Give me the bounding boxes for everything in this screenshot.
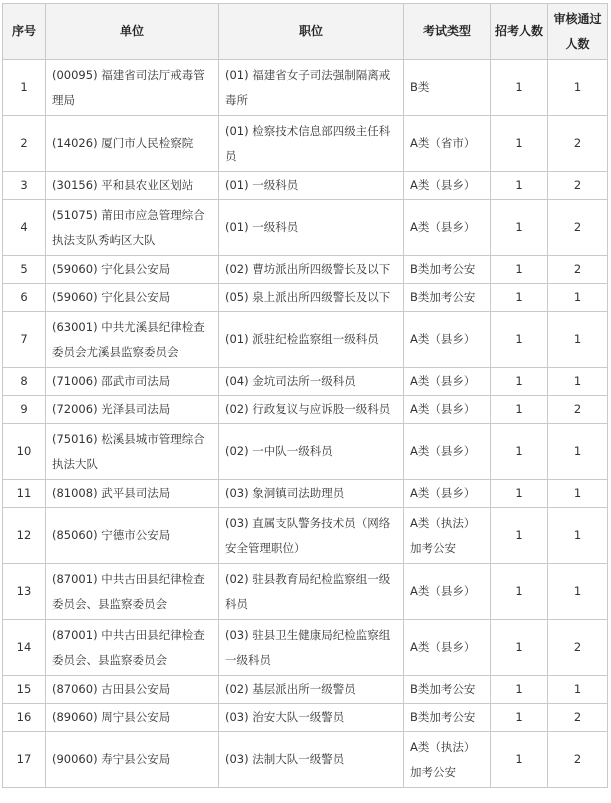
recruitment-table [2,3,608,788]
cell-unit: (81008) 武平县司法局 [46,480,219,508]
cell-exam-type: A类（县乡） [404,424,491,480]
cell-approved: 1 [548,676,608,704]
cell-unit: (87001) 中共古田县纪律检查委员会、县监察委员会 [46,620,219,676]
cell-exam-type: A类（县乡） [404,368,491,396]
cell-exam-type: A类（县乡） [404,396,491,424]
cell-recruit: 1 [491,620,548,676]
cell-approved: 2 [548,200,608,256]
cell-seq: 2 [3,116,46,172]
cell-approved: 1 [548,564,608,620]
cell-approved: 2 [548,172,608,200]
cell-exam-type: B类加考公安 [404,256,491,284]
cell-exam-type: B类 [404,60,491,116]
cell-recruit: 1 [491,60,548,116]
cell-seq: 1 [3,60,46,116]
cell-unit: (30156) 平和县农业区划站 [46,172,219,200]
cell-position: (03) 象洞镇司法助理员 [219,480,404,508]
cell-unit: (59060) 宁化县公安局 [46,256,219,284]
cell-unit: (75016) 松溪县城市管理综合执法大队 [46,424,219,480]
cell-unit: (87060) 古田县公安局 [46,676,219,704]
cell-seq: 17 [3,732,46,788]
cell-recruit: 1 [491,116,548,172]
cell-seq: 8 [3,368,46,396]
table-row [3,60,608,116]
cell-recruit: 1 [491,424,548,480]
cell-unit: (89060) 周宁县公安局 [46,704,219,732]
cell-unit: (51075) 莆田市应急管理综合执法支队秀屿区大队 [46,200,219,256]
table-row [3,200,608,256]
cell-approved: 1 [548,508,608,564]
cell-position: (02) 驻县教育局纪检监察组一级科员 [219,564,404,620]
cell-recruit: 1 [491,172,548,200]
cell-seq: 10 [3,424,46,480]
cell-position: (01) 派驻纪检监察组一级科员 [219,312,404,368]
cell-unit: (71006) 邵武市司法局 [46,368,219,396]
cell-approved: 1 [548,368,608,396]
cell-recruit: 1 [491,732,548,788]
cell-approved: 2 [548,704,608,732]
cell-exam-type: B类加考公安 [404,676,491,704]
cell-unit: (14026) 厦门市人民检察院 [46,116,219,172]
cell-recruit: 1 [491,256,548,284]
cell-approved: 1 [548,312,608,368]
cell-recruit: 1 [491,368,548,396]
header-position: 职位 [219,4,404,60]
cell-position: (01) 一级科员 [219,172,404,200]
cell-position: (03) 驻县卫生健康局纪检监察组一级科员 [219,620,404,676]
cell-position: (02) 一中队一级科员 [219,424,404,480]
header-seq: 序号 [3,4,46,60]
cell-approved: 2 [548,732,608,788]
header-recruit: 招考人数 [491,4,548,60]
cell-unit: (85060) 宁德市公安局 [46,508,219,564]
cell-exam-type: A类（县乡） [404,200,491,256]
cell-seq: 11 [3,480,46,508]
cell-approved: 2 [548,256,608,284]
table-row [3,620,608,676]
cell-exam-type: A类（县乡） [404,564,491,620]
cell-approved: 1 [548,284,608,312]
cell-exam-type: A类（县乡） [404,480,491,508]
cell-recruit: 1 [491,200,548,256]
cell-exam-type: B类加考公安 [404,284,491,312]
table-row [3,480,608,508]
cell-unit: (90060) 寿宁县公安局 [46,732,219,788]
cell-approved: 2 [548,116,608,172]
cell-approved: 1 [548,480,608,508]
cell-recruit: 1 [491,508,548,564]
cell-seq: 7 [3,312,46,368]
cell-unit: (63001) 中共尤溪县纪律检查委员会尤溪县监察委员会 [46,312,219,368]
cell-position: (02) 行政复议与应诉股一级科员 [219,396,404,424]
cell-position: (03) 直属支队警务技术员（网络安全管理职位） [219,508,404,564]
cell-recruit: 1 [491,704,548,732]
cell-position: (01) 检察技术信息部四级主任科员 [219,116,404,172]
cell-seq: 12 [3,508,46,564]
cell-exam-type: A类（县乡） [404,172,491,200]
cell-unit: (87001) 中共古田县纪律检查委员会、县监察委员会 [46,564,219,620]
cell-seq: 15 [3,676,46,704]
table-row [3,732,608,788]
table-row [3,312,608,368]
cell-approved: 1 [548,424,608,480]
cell-position: (05) 泉上派出所四级警长及以下 [219,284,404,312]
header-approved: 审核通过人数 [548,4,608,60]
cell-exam-type: B类加考公安 [404,704,491,732]
cell-approved: 2 [548,396,608,424]
cell-recruit: 1 [491,676,548,704]
cell-recruit: 1 [491,396,548,424]
cell-seq: 14 [3,620,46,676]
cell-seq: 3 [3,172,46,200]
cell-position: (01) 福建省女子司法强制隔离戒毒所 [219,60,404,116]
table-row [3,396,608,424]
cell-seq: 13 [3,564,46,620]
cell-position: (01) 一级科员 [219,200,404,256]
cell-seq: 16 [3,704,46,732]
cell-unit: (00095) 福建省司法厅戒毒管理局 [46,60,219,116]
cell-seq: 9 [3,396,46,424]
cell-position: (02) 曹坊派出所四级警长及以下 [219,256,404,284]
cell-recruit: 1 [491,480,548,508]
cell-position: (03) 治安大队一级警员 [219,704,404,732]
table-row [3,564,608,620]
table-row [3,256,608,284]
cell-seq: 4 [3,200,46,256]
cell-position: (02) 基层派出所一级警员 [219,676,404,704]
table-row [3,368,608,396]
table-row [3,172,608,200]
table-header-row [3,4,608,60]
cell-exam-type: A类（县乡） [404,620,491,676]
table-row [3,424,608,480]
header-unit: 单位 [46,4,219,60]
cell-approved: 1 [548,60,608,116]
table-row [3,676,608,704]
cell-position: (04) 金坑司法所一级科员 [219,368,404,396]
header-exam-type: 考试类型 [404,4,491,60]
table-row [3,508,608,564]
cell-exam-type: A类（省市） [404,116,491,172]
cell-position: (03) 法制大队一级警员 [219,732,404,788]
cell-exam-type: A类（执法）加考公安 [404,732,491,788]
cell-exam-type: A类（县乡） [404,312,491,368]
cell-recruit: 1 [491,284,548,312]
cell-exam-type: A类（执法）加考公安 [404,508,491,564]
table-row [3,284,608,312]
cell-unit: (59060) 宁化县公安局 [46,284,219,312]
cell-unit: (72006) 光泽县司法局 [46,396,219,424]
cell-recruit: 1 [491,564,548,620]
cell-seq: 6 [3,284,46,312]
cell-seq: 5 [3,256,46,284]
table-row [3,704,608,732]
table-row [3,116,608,172]
cell-recruit: 1 [491,312,548,368]
cell-approved: 2 [548,620,608,676]
